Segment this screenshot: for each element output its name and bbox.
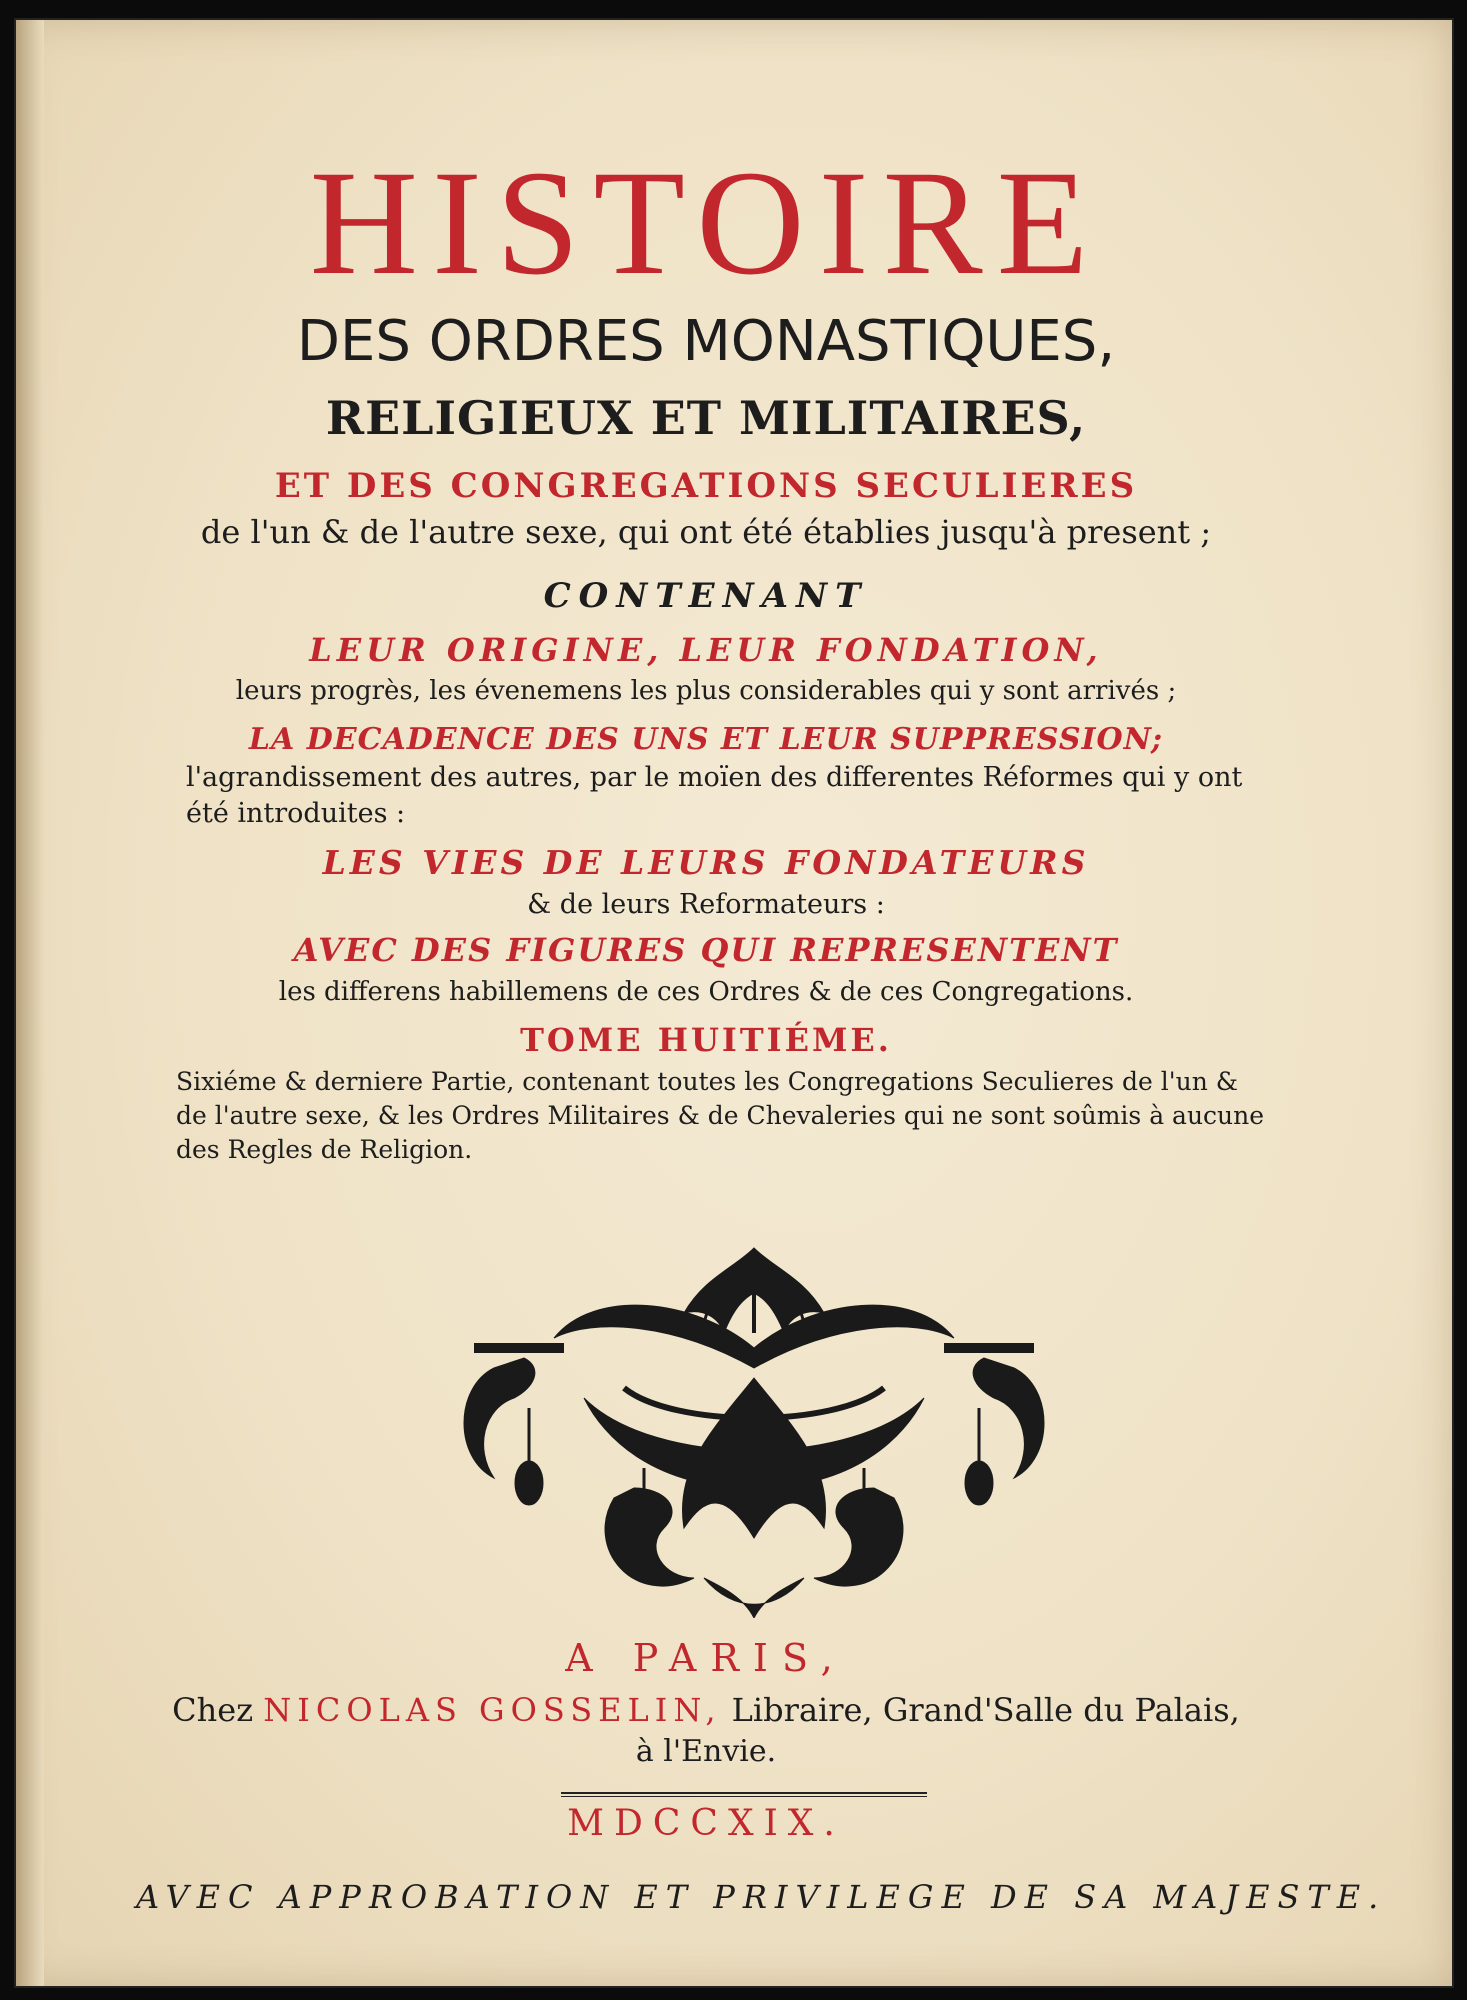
ornament-vignette (434, 1238, 1074, 1618)
vies-heading: LES VIES DE LEURS FONDATEURS (322, 843, 1090, 882)
imprint-year: MDCCXIX. (567, 1803, 845, 1844)
subtitle-congregations: ET DES CONGREGATIONS SECULIERES (274, 466, 1138, 506)
imprint-rule (561, 1792, 927, 1797)
tome-heading: TOME HUITIÉME. (520, 1021, 892, 1059)
binding-gutter (16, 20, 44, 1986)
subtitle-religious: RELIGIEUX ET MILITAIRES, (325, 391, 1087, 445)
partie-description: Sixiéme & derniere Partie, contenant toutes les Congregations Seculieres de l'un & de l'autre sexe, & les Ordres Militaires & de Chevaleries qui ne sont soûmis à aucune des Regles de Religion. (176, 1067, 1265, 1164)
habillemens-line: les differens habillemens de ces Ordres & de ces Congregations. (278, 977, 1134, 1007)
imprint-sign: à l'Envie. (635, 1734, 777, 1769)
origine-heading: LEUR ORIGINE, LEUR FONDATION, (309, 631, 1103, 669)
figures-heading: AVEC DES FIGURES QUI REPRESENTENT (293, 931, 1119, 969)
line-sexes: de l'un & de l'autre sexe, qui ont été établies jusqu'à present ; (200, 513, 1212, 551)
imprint-publisher-line (136, 1690, 1276, 1730)
contenant-heading: CONTENANT (543, 576, 869, 616)
imprint-printer: NICOLAS GOSSELIN, (263, 1691, 722, 1729)
progres-line: leurs progrès, les évenemens les plus considerables qui y sont arrivés ; (235, 676, 1177, 706)
subtitle-orders: DES ORDRES MONASTIQUES, (296, 309, 1116, 374)
decadence-heading: LA DECADENCE DES UNS ET LEUR SUPPRESSION; (248, 722, 1164, 757)
agrandissement-text: l'agrandissement des autres, par le moïen des differentes Réformes qui y ont été introduites : (186, 762, 1243, 829)
reformateurs-line: & de leurs Reformateurs : (527, 889, 885, 920)
main-title: HISTOIRE (309, 140, 1103, 306)
imprint-chez: Chez (172, 1691, 254, 1729)
imprint-address: Libraire, Grand'Salle du Palais, (731, 1691, 1240, 1729)
imprint-city: A PARIS, (565, 1636, 847, 1680)
title-page (14, 18, 1454, 1988)
imprint-privilege: AVEC APPROBATION ET PRIVILEGE DE SA MAJESTE. (136, 1878, 1387, 1916)
